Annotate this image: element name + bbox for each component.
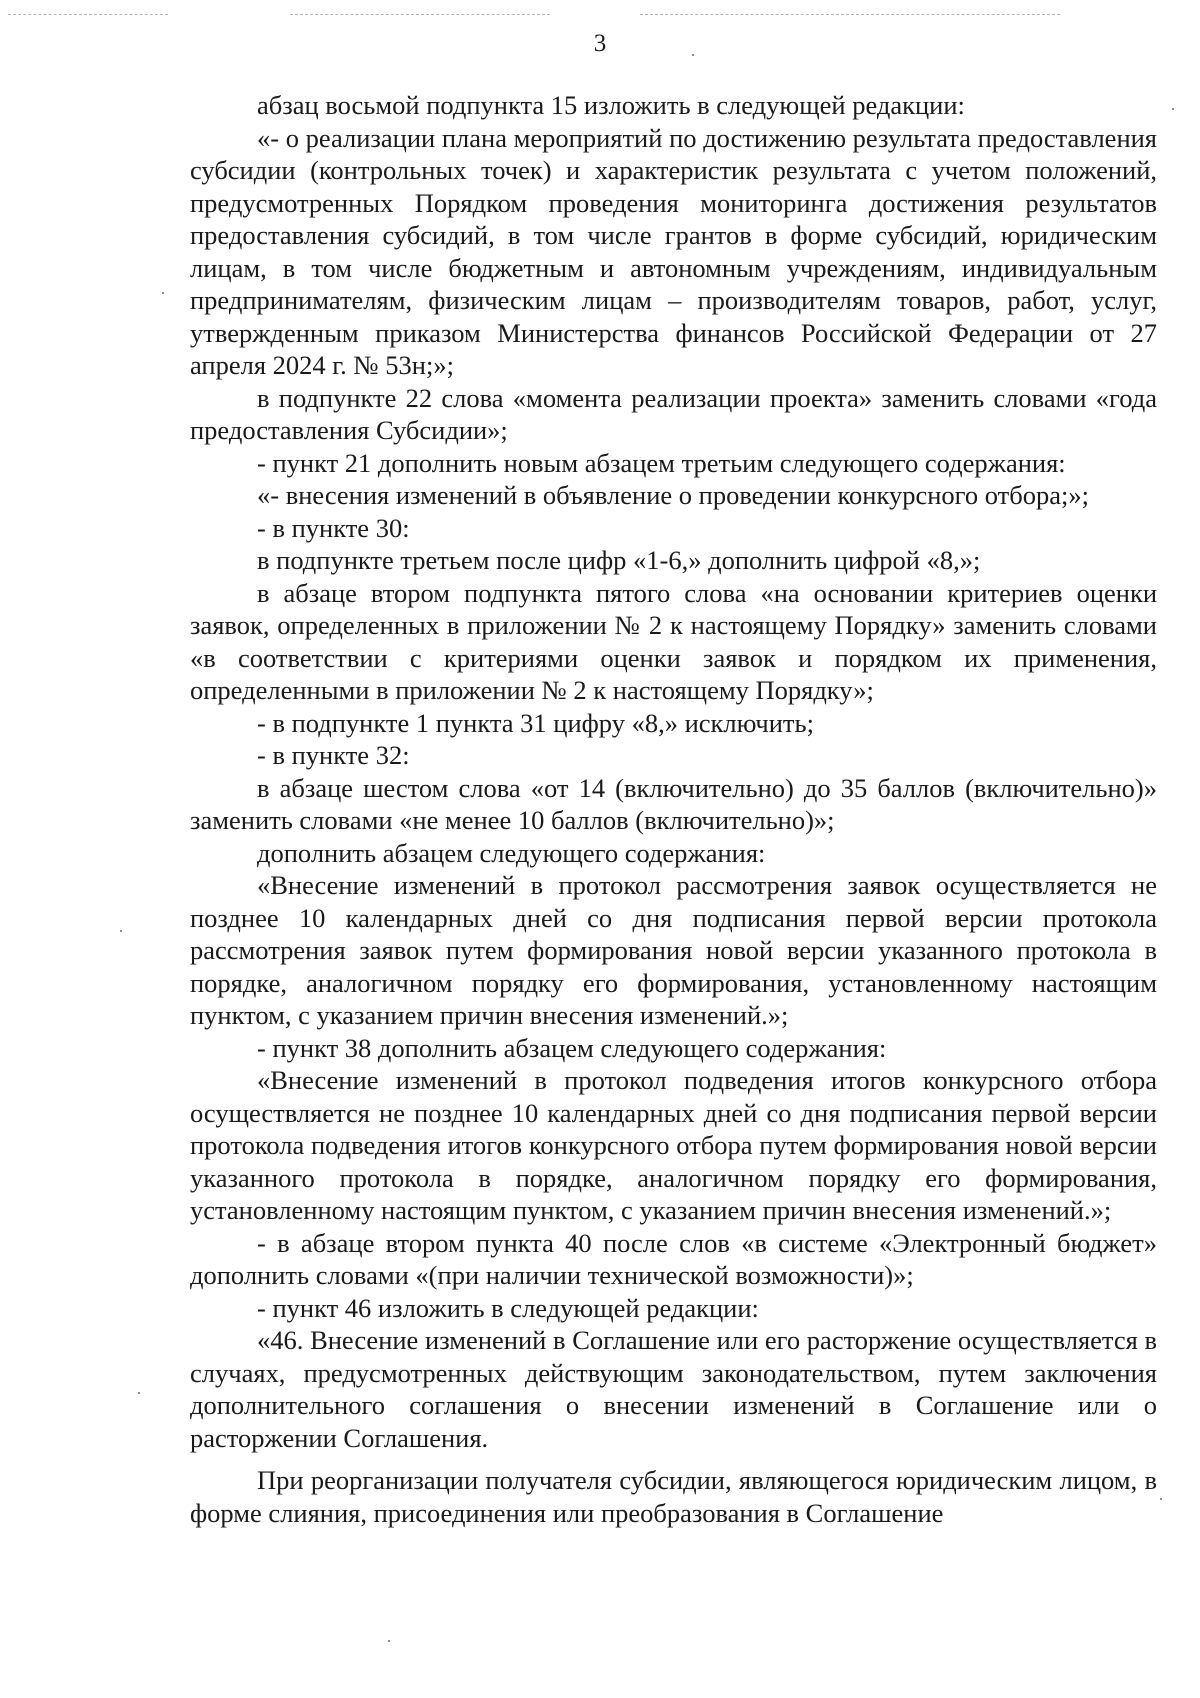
- paragraph: абзац восьмой подпункта 15 изложить в следующей редакции:: [257, 90, 965, 120]
- scan-speck: [1172, 108, 1174, 110]
- paragraph: «46. Внесение изменений в Соглашение или его расторжение осуществляется в случаях, предусмотренных действующим законодательством, путем заключения дополнительного соглашения о внесении изменений в Соглашение или о расторжении Соглашения.: [190, 1325, 1157, 1453]
- scan-speck: [138, 1392, 140, 1394]
- paragraph: - пункт 46 изложить в следующей редакции:: [257, 1292, 759, 1323]
- paragraph: в абзаце шестом слова «от 14 (включительно) до 35 баллов (включительно)» заменить словами «не менее 10 баллов (включительно)»;: [190, 772, 1157, 835]
- paragraph: «Внесение изменений в протокол подведения итогов конкурсного отбора осуществляется не позднее 10 календарных дней со дня подписания первой версии протокола подведения итогов конкурсного отбора путем формирования новой версии указанного протокола в порядке, аналогичном порядку его формирования, установленному настоящим пунктом, с указанием причин внесения изменений.»;: [190, 1065, 1157, 1225]
- paragraph: - в абзаце втором пункта 40 после слов «в системе «Электронный бюджет» дополнить словами «(при наличии технической возможности)»;: [190, 1227, 1157, 1290]
- scan-artifact-line: [640, 14, 1060, 15]
- paragraph: - пункт 21 дополнить новым абзацем третьим следующего содержания:: [257, 447, 1066, 478]
- paragraph: «- внесения изменений в объявление о проведении конкурсного отбора;»;: [257, 480, 1089, 510]
- paragraph: в абзаце втором подпункта пятого слова «на основании критериев оценки заявок, определенных в приложении № 2 к настоящему Порядку» заменить словами «в соответствии с критериями оценки заявок и порядком их применения, определенными в приложении № 2 к настоящему Порядку»;: [190, 577, 1157, 705]
- scan-artifact-line: [8, 14, 168, 15]
- paragraph: - в пункте 32:: [257, 740, 410, 770]
- scan-speck: [120, 930, 122, 932]
- paragraph: «- о реализации плана мероприятий по достижению результата предоставления субсидии (контрольных точек) и характеристик результата с учетом положений, предусмотренных Порядком проведения мониторинга достижения результатов предоставления субсидий, в том числе грантов в форме субсидий, юридическим лицам, в том числе бюджетным и автономным учреждениям, индивидуальным предпринимателям, физическим лицам – производителям товаров, работ, услуг, утвержденным приказом Министерства финансов Российской Федерации от 27 апреля 2024 г. № 53н;»;: [190, 122, 1157, 380]
- page-number: 3: [593, 30, 607, 57]
- scan-artifact-line: [290, 14, 550, 15]
- paragraph: - в пункте 30:: [257, 512, 410, 543]
- scan-speck: [1160, 1498, 1162, 1500]
- paragraph: «Внесение изменений в протокол рассмотрения заявок осуществляется не позднее 10 календарных дней со дня подписания первой версии протокола рассмотрения заявок путем формирования новой версии указанного протокола в порядке, аналогичном порядку его формирования, установленному настоящим пунктом, с указанием причин внесения изменений.»;: [190, 870, 1157, 1030]
- paragraph: в подпункте 22 слова «момента реализации проекта» заменить словами «года предоставления Субсидии»;: [190, 382, 1157, 445]
- paragraph: дополнить абзацем следующего содержания:: [257, 837, 766, 868]
- paragraph: - пункт 38 дополнить абзацем следующего содержания:: [257, 1032, 887, 1063]
- scan-speck: [162, 292, 164, 294]
- paragraph: в подпункте третьем после цифр «1-6,» дополнить цифрой «8,»;: [257, 545, 981, 575]
- document-body: [190, 89, 1157, 1529]
- paragraph: - в подпункте 1 пункта 31 цифру «8,» исключить;: [257, 707, 814, 738]
- scan-speck: [388, 1640, 390, 1642]
- paragraph: При реорганизации получателя субсидии, являющегося юридическим лицом, в форме слияния, присоединения или преобразования в Соглашение: [190, 1465, 1157, 1528]
